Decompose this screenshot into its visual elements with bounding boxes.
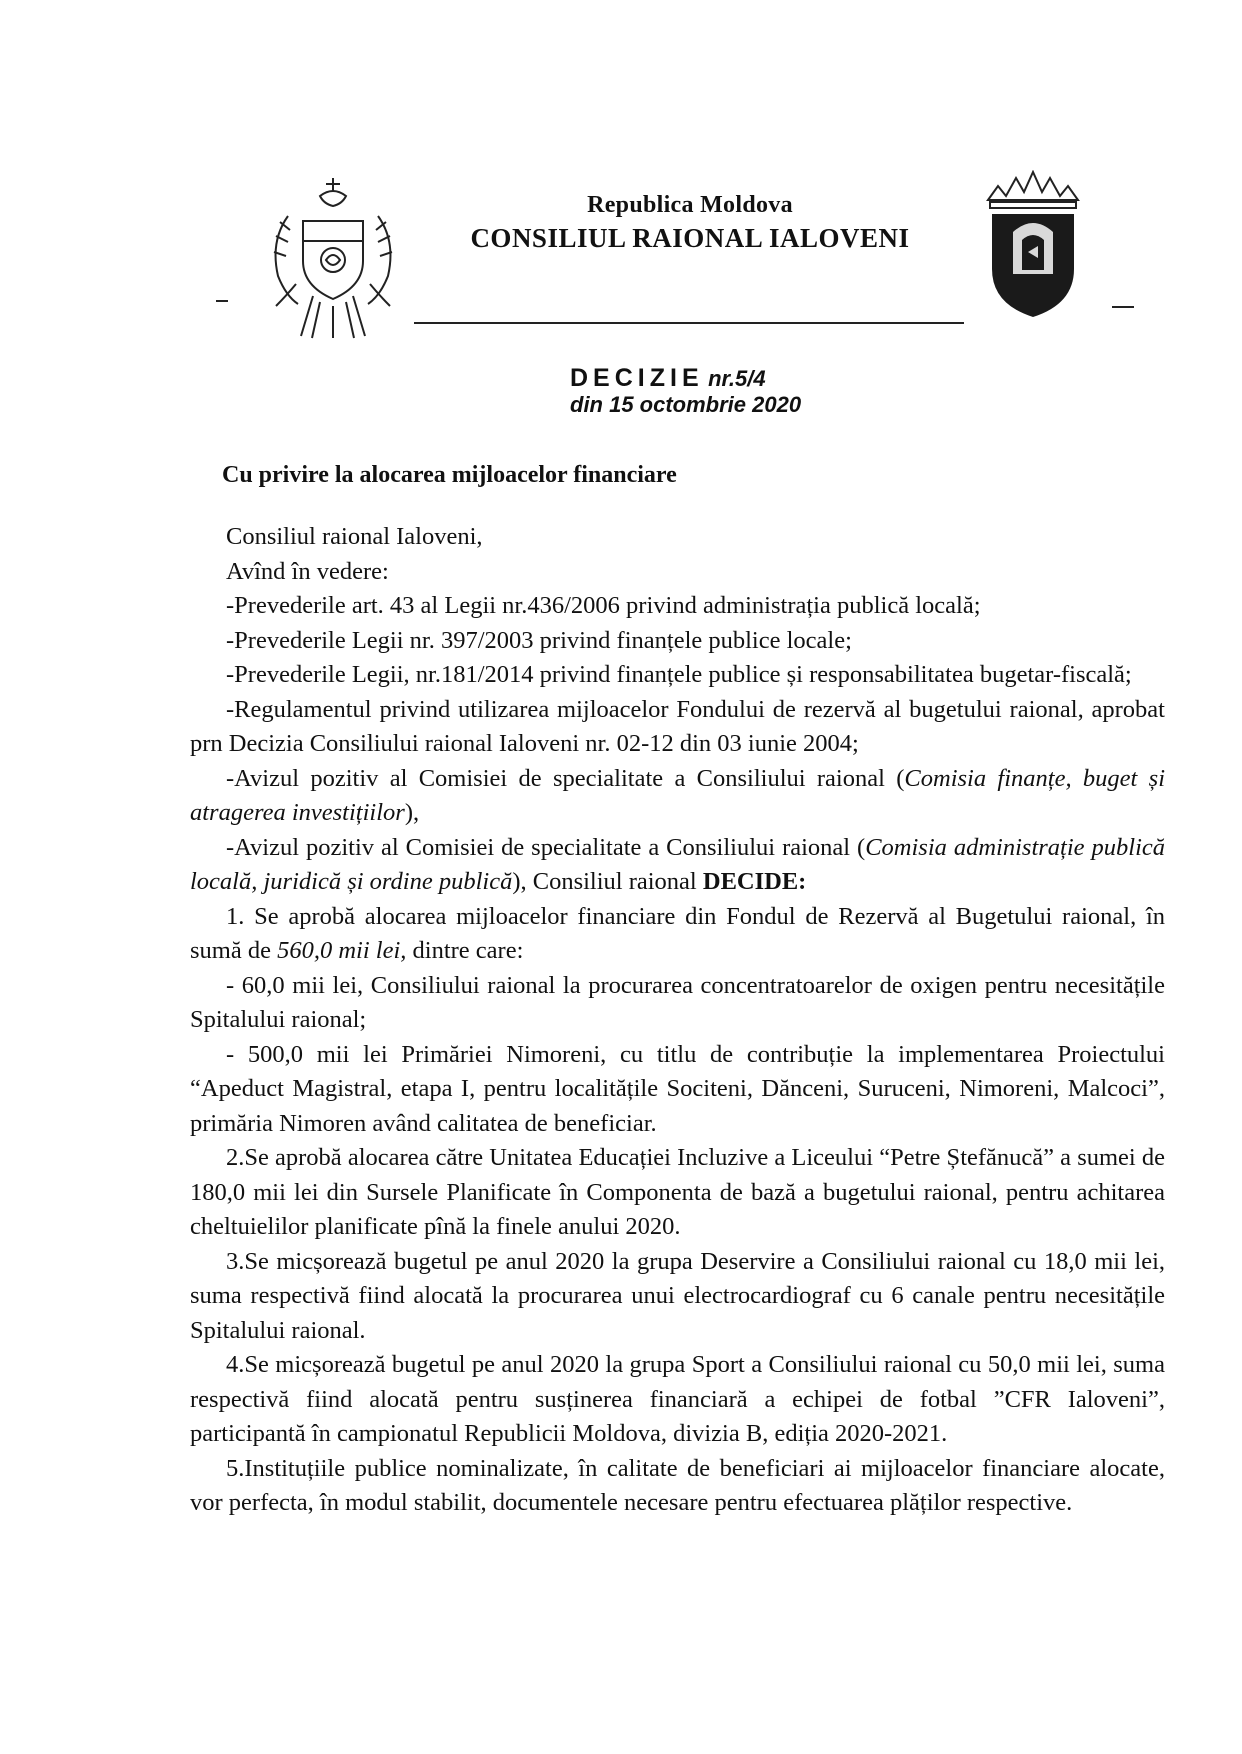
council-name: CONSILIUL RAIONAL IALOVENI [470,223,910,253]
provision-4: -Regulamentul privind utilizarea mijloacelor Fondului de rezervă al bugetului raional, aprobat prn Decizia Consiliului raional Ialoveni nr. 02-12 din 03 iunie 2004; [190,695,1165,757]
decision-date: din 15 octombrie 2020 [570,392,802,417]
provision-3: -Prevederile Legii, nr.181/2014 privind finanțele publice și responsabilitatea bugetar-fiscală; [226,661,1132,688]
item-1a: - 60,0 mii lei, Consiliului raional la procurarea concentratoarelor de oxigen pentru necesitățile Spitalului raional; [190,971,1165,1033]
item-1-amount: 560,0 mii lei, [277,937,407,964]
header [420,192,960,254]
item-1-end: dintre care: [406,937,524,964]
decision-title [570,364,766,393]
decision-body [190,520,1165,1521]
ialoveni-coat-of-arms-icon [978,170,1088,320]
item-2: 2.Se aprobă alocarea către Unitatea Educației Incluzive a Liceului “Petre Ștefănucă” a sumei de 180,0 mii lei din Sursele Planificate în Componenta de bază a bugetului raional, pentru achitarea cheltuielilor planificate pînă la finele anului 2020. [190,1144,1165,1240]
item-1b: - 500,0 mii lei Primăriei Nimoreni, cu titlu de contribuție la implementarea Proiectului “Apeduct Magistral, etapa I, pentru localitățile Sociteni, Dănceni, Suruceni, Nimoreni, Malcoci”, primăria Nimoren având calitatea de beneficiar. [190,1040,1165,1137]
provision-5 [190,762,1165,831]
moldova-coat-of-arms-icon [258,176,408,344]
provision-5-commission: Comisia finanțe, buget și atragerea investițiilor [190,764,1165,826]
item-1-text: 1. Se aprobă alocarea mijloacelor financiare din Fondul de Rezervă al Bugetului raional, în sumă de [190,902,1165,964]
decision-subject: Cu privire la alocarea mijloacelor financiare [222,462,677,488]
left-dash [216,300,228,302]
provision-1: -Prevederile art. 43 al Legii nr.436/2006 privind administrația publică locală; [226,592,981,619]
provision-5-end: ), [404,799,420,826]
item-5: 5.Instituțiile publice nominalizate, în calitate de beneficiari ai mijloacelor financiare alocate, vor perfecta, în modul stabilit, documentele necesare pentru efectuarea plăților respective. [190,1454,1165,1516]
provision-6-text: -Avizul pozitiv al Comisiei de specialitate a Consiliului raional ( [226,833,866,861]
decide-keyword: DECIDE: [702,868,807,895]
provision-5-text: -Avizul pozitiv al Comisiei de specialitate a Consiliului raional ( [226,764,905,792]
having-line: Avînd în vedere: [226,557,389,585]
intro-line: Consiliul raional Ialoveni, [226,523,483,550]
country-name: Republica Moldova [587,192,793,218]
item-4: 4.Se micșorează bugetul pe anul 2020 la grupa Sport a Consiliului raional cu 50,0 mii lei, suma respectivă fiind alocată pentru susținerea financiară a echipei de fotbal ”CFR Ialoveni”, participantă în campionatul Republicii Moldova, divizia B, ediția 2020-2021. [190,1351,1165,1447]
header-rule [414,322,964,324]
item-3: 3.Se micșorează bugetul pe anul 2020 la grupa Deservire a Consiliului raional cu 18,0 mii lei, suma respectivă fiind alocată la procurarea unui electrocardiograf cu 6 canale pentru necesitățile Spitalului raional. [190,1247,1165,1344]
decision-word: DECIZIE [570,364,704,392]
provision-6-commission: Comisia administrație publică locală, juridică și ordine publică [190,833,1165,895]
provision-6 [190,831,1165,900]
decision-number: nr.5/4 [708,366,766,391]
provision-6-end: ), Consiliul raional [512,868,703,895]
item-1 [190,900,1165,969]
provision-2: -Prevederile Legii nr. 397/2003 privind finanțele publice locale; [226,626,852,654]
right-dash [1112,306,1134,308]
